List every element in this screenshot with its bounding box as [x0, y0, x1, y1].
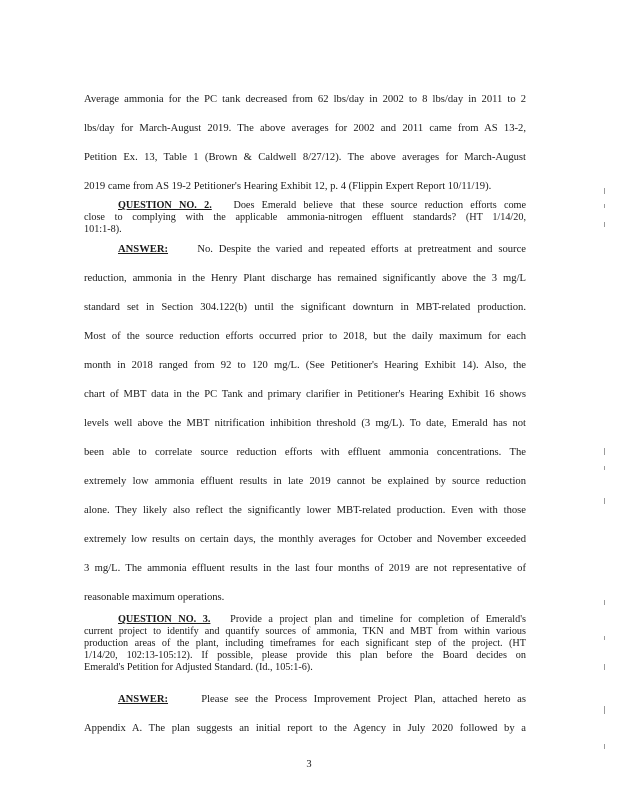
answer-2-line: standard set in Section 304.122(b) until the significant downturn in MBT-related production. — [84, 302, 526, 313]
question-2 — [84, 200, 526, 236]
question-2-line: close to complying with the applicable ammonia-nitrogen effluent standards? (HT 1/14/20, — [84, 212, 526, 223]
answer-2-line: extremely low ammonia effluent results in late 2019 cannot be explained by source reduction — [84, 476, 526, 487]
answer-2-line: been able to correlate source reduction efforts with effluent ammonia concentrations. The — [84, 447, 526, 458]
question-3-label: QUESTION NO. 3. — [118, 614, 211, 625]
margin-scan-mark — [604, 448, 605, 455]
question-3-line: Emerald's Petition for Adjusted Standard. (Id., 105:1-6). — [84, 662, 313, 673]
question-2-line — [84, 200, 526, 212]
margin-scan-mark — [604, 498, 605, 504]
answer-2-text: No. Despite the varied and repeated efforts at pretreatment and source — [197, 244, 526, 255]
margin-scan-mark — [604, 706, 605, 714]
margin-scan-mark — [604, 664, 605, 670]
question-2-label: QUESTION NO. 2. — [118, 200, 212, 211]
margin-scan-mark — [604, 600, 605, 605]
question-2-line: 101:1-8). — [84, 224, 122, 235]
margin-scan-mark — [604, 204, 605, 208]
intro-line: Average ammonia for the PC tank decreased from 62 lbs/day in 2002 to 8 lbs/day in 2011 to 2 — [84, 94, 526, 105]
answer-2-line: 3 mg/L. The ammonia effluent results in the last four months of 2019 are not representative of — [84, 563, 526, 574]
answer-3-line — [84, 694, 526, 706]
question-3 — [84, 614, 526, 674]
answer-2-line: alone. They likely also reflect the significantly lower MBT-related production. Even with those — [84, 505, 526, 516]
intro-line: lbs/day for March-August 2019. The above averages for 2002 and 2011 came from AS 13-2, — [84, 123, 526, 134]
margin-scan-mark — [604, 222, 605, 227]
intro-line: 2019 came from AS 19-2 Petitioner's Hearing Exhibit 12, p. 4 (Flippin Expert Report 10/11/19). — [84, 181, 492, 192]
margin-scan-mark — [604, 466, 605, 470]
answer-2-line: levels well above the MBT nitrification inhibition threshold (3 mg/L). To date, Emerald has not — [84, 418, 526, 429]
answer-2-line — [84, 244, 526, 256]
question-3-text: Provide a project plan and timeline for completion of Emerald's — [230, 614, 526, 625]
answer-3-text: Please see the Process Improvement Project Plan, attached hereto as — [201, 694, 526, 705]
question-3-line: production areas of the plant, including timeframes for each significant step of the project. (HT — [84, 638, 526, 649]
answer-2-line: reasonable maximum operations. — [84, 592, 225, 603]
page-number: 3 — [306, 759, 312, 770]
answer-2-line: reduction, ammonia in the Henry Plant discharge has remained significantly above the 3 mg/L — [84, 273, 526, 284]
answer-3-label: ANSWER: — [118, 694, 169, 705]
answer-3-line: Appendix A. The plan suggests an initial report to the Agency in July 2020 followed by a — [84, 723, 526, 734]
question-2-text: Does Emerald believe that these source reduction efforts come — [233, 200, 527, 211]
margin-scan-mark — [604, 744, 605, 749]
margin-scan-mark — [604, 188, 605, 194]
answer-2-line: month in 2018 ranged from 92 to 120 mg/L. (See Petitioner's Hearing Exhibit 14). Also, the — [84, 360, 526, 371]
answer-2-label: ANSWER: — [118, 244, 169, 255]
answer-2-line: chart of MBT data in the PC Tank and primary clarifier in Petitioner's Hearing Exhibit 16 shows — [84, 389, 526, 400]
question-3-line — [84, 614, 526, 626]
answer-2-line: extremely low results on certain days, the monthly averages for October and November exceeded — [84, 534, 526, 545]
question-3-line: 1/14/20, 102:13-105:12). If possible, please provide this plan before the Board decides on — [84, 650, 526, 661]
intro-line: Petition Ex. 13, Table 1 (Brown & Caldwell 8/27/12). The above averages for March-August — [84, 152, 526, 163]
margin-scan-mark — [604, 636, 605, 640]
question-3-line: current project to identify and quantify sources of ammonia, TKN and MBT from within various — [84, 626, 526, 637]
answer-2-line: Most of the source reduction efforts occurred prior to 2018, but the daily maximum for each — [84, 331, 526, 342]
